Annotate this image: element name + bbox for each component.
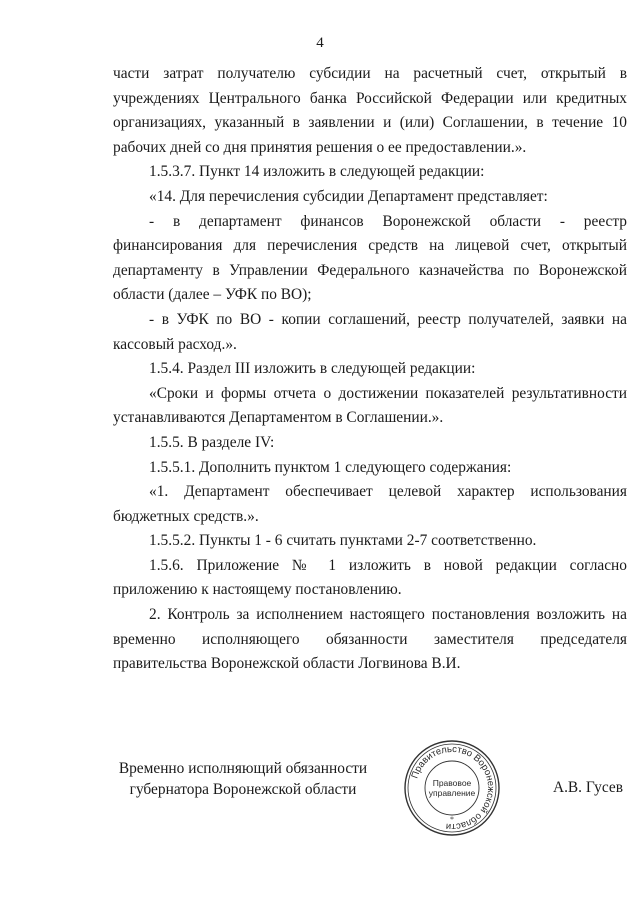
signatory-position-line: губернатора Воронежской области — [129, 781, 357, 798]
stamp-inner-line: управление — [428, 788, 476, 798]
paragraph: - в УФК по ВО - копии соглашений, реестр получателей, заявки на кассовый расход.». — [113, 310, 627, 353]
paragraph: «Сроки и формы отчета о достижении показателей результативности устанавливаются Департаментом в Соглашении.». — [113, 384, 627, 427]
paragraph: 1.5.3.7. Пункт 14 изложить в следующей редакции: — [149, 163, 485, 181]
paragraph: 2. Контроль за исполнением настоящего постановления возложить на временно исполняющего обязанности заместителя председателя правительства Воронежской области Логвинова В.И. — [113, 606, 627, 673]
signatory-position — [113, 758, 373, 800]
paragraph: 1.5.4. Раздел III изложить в следующей редакции: — [149, 360, 476, 378]
stamp-inner-line: Правовое — [432, 778, 472, 788]
paragraph: 1.5.5.1. Дополнить пунктом 1 следующего содержания: — [149, 458, 512, 476]
signature-block — [113, 743, 627, 838]
paragraph: 1.5.5.2. Пункты 1 - 6 считать пунктами 2-7 соответственно. — [149, 532, 537, 550]
signatory-name: А.В. Гусев — [552, 779, 623, 796]
stamp-ring-text: Правительство Воронежской области — [409, 743, 497, 833]
stamp-seal-icon — [402, 738, 502, 838]
paragraph: части затрат получателю субсидии на расчетный счет, открытый в учреждениях Центрального банка Российской Федерации или кредитных организациях, указанный в заявлении и (или) Соглашении, в течение 10 рабочих дней со дня принятия решения о ее предоставлении.». — [113, 65, 627, 156]
document-body — [113, 62, 627, 677]
paragraph: - в департамент финансов Воронежской области - реестр финансирования для перечисления средств на лицевой счет, открытый департаменту в Управлении Федерального казначейства по Воронежской области (далее – УФК по ВО); — [113, 212, 627, 304]
paragraph: «1. Департамент обеспечивает целевой характер использования бюджетных средств.». — [113, 483, 627, 525]
page-number: 4 — [316, 35, 324, 51]
official-stamp — [402, 738, 502, 838]
paragraph: «14. Для перечисления субсидии Департамент представляет: — [149, 187, 548, 205]
signatory-position-line: Временно исполняющий обязанности — [118, 760, 368, 777]
svg-text:*: * — [450, 815, 454, 824]
paragraph: 1.5.6. Приложение № 1 изложить в новой редакции согласно приложению к настоящему постановлению. — [113, 556, 627, 599]
paragraph: 1.5.5. В разделе IV: — [149, 433, 275, 451]
